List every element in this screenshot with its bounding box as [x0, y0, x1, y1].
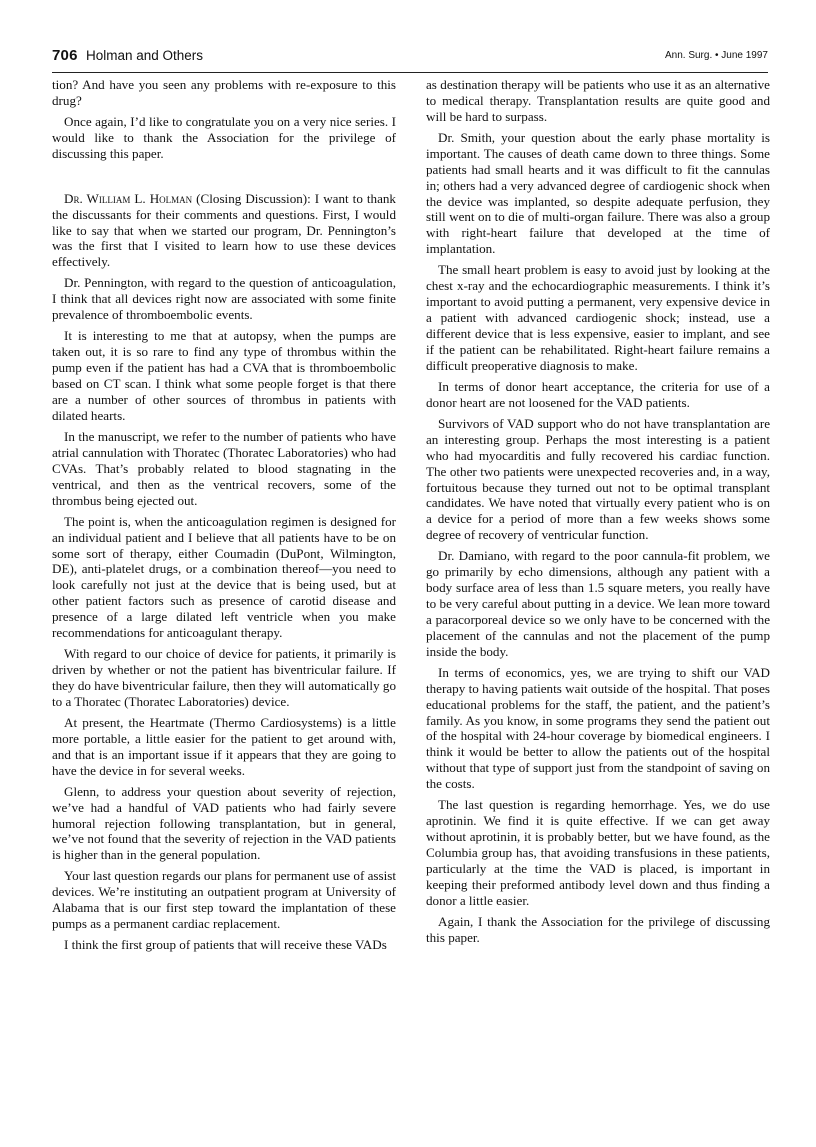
paragraph: Glenn, to address your question about severity of rejection, we’ve had a handful of VAD patients who had fairly severe humoral rejection following transplantation, but in general, we’ve not found that the severity of rejection in the VAD patients is higher than in the general population. — [52, 783, 396, 863]
header-rule — [52, 72, 768, 73]
paragraph: In the manuscript, we refer to the number of patients who have atrial cannulation with Thoratec (Thoratec Laboratories) who had CVAs. That’s probably related to blood stagnating in the ventrical, and then as the ventrical recovers, some of the thrombus being ejected out. — [52, 428, 396, 508]
journal-reference: Ann. Surg. • June 1997 — [664, 50, 768, 61]
running-head: Holman and Others — [86, 48, 204, 63]
closing-discussion-paragraph — [52, 191, 396, 271]
paragraph: Again, I thank the Association for the privilege of discussing this paper. — [426, 913, 770, 945]
paragraph: Once again, I’d like to congratulate you on a very nice series. I would like to thank the Association for the privilege of discussing this paper. — [52, 114, 396, 161]
page-number: 706 — [52, 47, 78, 64]
paragraph: It is interesting to me that at autopsy, when the pumps are taken out, it is so rare to find any type of thrombus within the pump even if the patient has had a CVA that is thromboembolic based on CT scan. I think what some people forget is that there are a number of other sources of thrombus in patients with dilated hearts. — [52, 328, 396, 423]
paragraph: The point is, when the anticoagulation regimen is designed for an individual patient and I believe that all patients have to be on some sort of therapy, either Coumadin (DuPont, Wilmington, DE), anti-platelet drugs, or a combination thereof—you need to look carefully not just at the device that is being used, but at other patient factors such as presence of carotid disease and presence of a large dilated left ventricle when you make recommendations for anticoagulant therapy. — [52, 513, 396, 641]
right-column — [426, 77, 770, 951]
paragraph: tion? And have you seen any problems with re-exposure to this drug? — [52, 77, 396, 108]
paragraph-text: (Closing Discussion): I want to thank the discussants for their comments and questions. First, I would like to say that when we started our program, Dr. Pennington’s was the first that I visited to learn how to use these devices effectively. — [52, 190, 396, 270]
paragraph: Survivors of VAD support who do not have transplantation are an interesting group. Perhaps the most interesting is a patient who had myocarditis and fully recovered his cardiac function. The other two patients were unexpected recoveries and, in a way, fortuitous because they turned out not to be optimal transplant candidates. We have noted that virtually every patient who is on a device for a period of more than a few weeks shows some degree of recovery of ventricular function. — [426, 415, 770, 543]
paragraph: I think the first group of patients that will receive these VADs — [64, 937, 387, 953]
paragraph: Dr. Smith, your question about the early phase mortality is important. The causes of death came down to three things. Some patients had small hearts and it was difficult to fit the cannulas in; others had a very advanced degree of cardiogenic shock when the device was implanted, so despite adequate perfusion, they still went on to die of multi-organ failure. There was also a group with right-heart failure that developed at the time of implantation. — [426, 129, 770, 257]
page-header — [52, 47, 768, 69]
paragraph: With regard to our choice of device for patients, it primarily is driven by whether or not the patient has biventricular failure. If they do have biventricular failure, then they will automatically go to a Thoratec (Thoratec Laboratories) device. — [52, 646, 396, 709]
paragraph: The small heart problem is easy to avoid just by looking at the chest x-ray and the echocardiographic measurements. I think it’s important to avoid putting a permanent, very expensive device in a patient with advanced cardiogenic shock; instead, use a different device that is less expensive, easier to implant, and see if the patient can be rehabilitated. Right-heart failure remains a difficult preoperative diagnosis to make. — [426, 262, 770, 373]
paragraph: In terms of economics, yes, we are trying to shift our VAD therapy to having patients wait outside of the hospital. That poses educational problems for the staff, the patient, and the patient’s family. As you know, in some programs they send the patient out of the hospital with 24-hour coverage by biomedical engineers. I think it would be better to allow the patients out of the hospital without that type of support just from the standpoint of saving on the costs. — [426, 664, 770, 792]
paragraph: Dr. Damiano, with regard to the poor cannula-fit problem, we go primarily by echo dimensions, although any patient with a body surface area of less than 1.5 square meters, you really have to be very careful about putting in a device. We lean more toward a paracorporeal device so we only have to be concerned with the placement of the cannulas and not the placement of the pump inside the body. — [426, 548, 770, 659]
paragraph: At present, the Heartmate (Thermo Cardiosystems) is a little more portable, a little easier for the patient to get around with, and that is an important issue if it appears that they are going to have the device in for several weeks. — [52, 714, 396, 778]
left-column — [52, 77, 396, 958]
paragraph: Your last question regards our plans for permanent use of assist devices. We’re instituting an outpatient program at University of Alabama that is our first step toward the implantation of these pumps as a permanent cardiac replacement. — [52, 868, 396, 932]
paragraph: The last question is regarding hemorrhage. Yes, we do use aprotinin. We find it is quite effective. If we can get away without aprotinin, it is probably better, but we have found, as the Columbia group has, that avoiding transfusions in these patients, particularly at the time the VAD is placed, is important in keeping their preformed antibody level down and thus finding a donor a little easier. — [426, 797, 770, 908]
speaker-name: Dr. William L. Holman — [64, 190, 193, 206]
paragraph: as destination therapy will be patients who use it as an alternative to medical therapy. Transplantation results are quite good and will be hard to surpass. — [426, 77, 770, 124]
paragraph: In terms of donor heart acceptance, the criteria for use of a donor heart are not loosened for the VAD patients. — [426, 378, 770, 410]
paragraph: Dr. Pennington, with regard to the question of anticoagulation, I think that all devices right now are associated with some finite prevalence of thromboembolic events. — [52, 275, 396, 323]
